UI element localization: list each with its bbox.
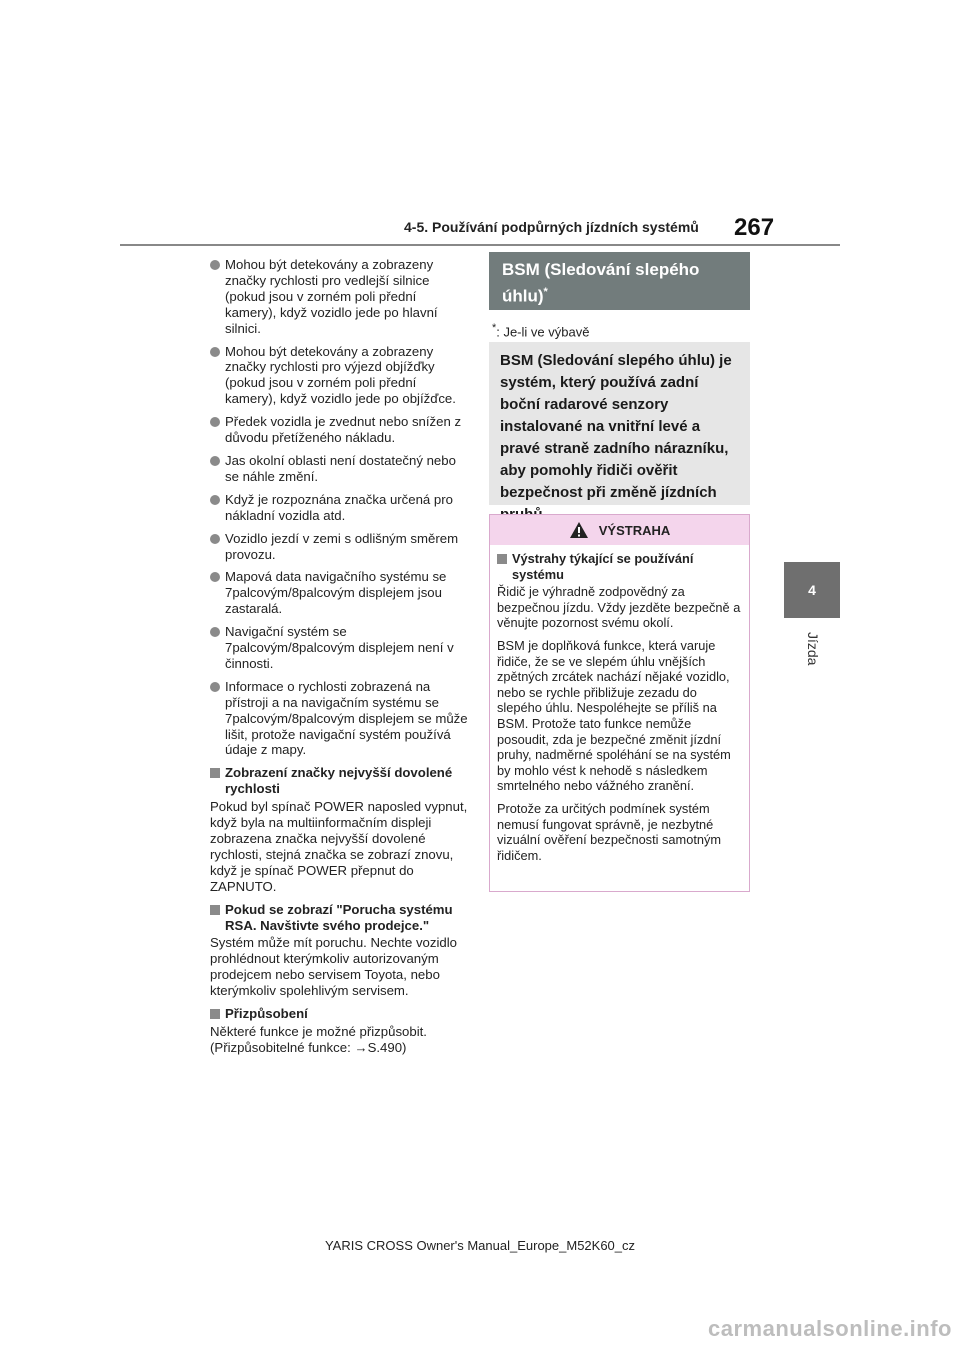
bsm-title: BSM (Sledování slepého úhlu) bbox=[502, 260, 700, 306]
warning-box bbox=[489, 514, 750, 892]
section-paragraph: Systém může mít poruchu. Nechte vozidlo prohlédnout kterýmkoliv autorizovaným prodejcem nebo servisem Toyota, nebo kterýmkoliv spolehlivým servisem. bbox=[210, 935, 458, 999]
list-item bbox=[210, 492, 468, 524]
warning-heading bbox=[497, 551, 741, 582]
circle-bullet-icon bbox=[210, 495, 220, 505]
section-heading-speed-sign bbox=[210, 765, 468, 797]
list-item-text: Když je rozpoznána značka určená pro nákladní vozidla atd. bbox=[225, 491, 453, 523]
list-item-text: Navigační systém se 7palcovým/8palcovým displejem není v činnosti. bbox=[225, 624, 454, 671]
page-footer: YARIS CROSS Owner's Manual_Europe_M52K60_cz bbox=[324, 1238, 636, 1253]
list-item-text: Mapová data navigačního systému se 7palcovým/8palcovým displejem jsou zastaralá. bbox=[225, 569, 447, 617]
chapter-number: 4 bbox=[808, 582, 816, 598]
list-item bbox=[210, 344, 468, 408]
square-bullet-icon bbox=[497, 554, 507, 564]
square-bullet-icon bbox=[210, 1009, 220, 1019]
circle-bullet-icon bbox=[210, 682, 220, 692]
list-item-text: Mohou být detekovány a zobrazeny značky rychlosti pro výjezd objížďky (pokud jsou v zorném poli přední kamery), když vozidlo jede po objížďce. bbox=[225, 343, 456, 407]
list-item-text: Jas okolní oblasti není dostatečný nebo se náhle změní. bbox=[225, 452, 456, 484]
section-heading-rsa-fault bbox=[210, 902, 468, 934]
footnote bbox=[492, 322, 589, 339]
bsm-intro-box bbox=[489, 342, 750, 505]
list-item-text: Informace o rychlosti zobrazená na přístroji a na navigačním systému se 7palcovým/8palcovým displejem se může lišit, protože navigační systém používá údaje z mapy. bbox=[225, 678, 468, 758]
circle-bullet-icon bbox=[210, 260, 220, 270]
list-item bbox=[210, 453, 468, 485]
circle-bullet-icon bbox=[210, 417, 220, 427]
list-item-text: Předek vozidla je zvednut nebo snížen z důvodu přetíženého nákladu. bbox=[225, 414, 462, 446]
section-paragraph: Některé funkce je možné přizpůsobit. (Přizpůsobitelné funkce: →S.490) bbox=[210, 1023, 427, 1055]
section-heading-text: Přizpůsobení bbox=[225, 1006, 308, 1022]
chapter-tab[interactable] bbox=[784, 562, 840, 618]
watermark: carmanualsonline.info bbox=[708, 1316, 952, 1341]
warning-label: VÝSTRAHA bbox=[598, 522, 671, 538]
warning-paragraph: Protože za určitých podmínek systém nemusí fungovat správně, je nezbytné vizuální ověření bezpečnosti samotným řidičem. bbox=[497, 800, 722, 863]
circle-bullet-icon bbox=[210, 627, 220, 637]
left-column bbox=[210, 257, 468, 1063]
bsm-title-box bbox=[489, 252, 750, 310]
footnote-asterisk: * bbox=[492, 322, 497, 334]
list-item bbox=[210, 569, 468, 617]
header-divider bbox=[120, 244, 840, 246]
list-item bbox=[210, 257, 468, 337]
square-bullet-icon bbox=[210, 905, 220, 915]
page-number: 267 bbox=[734, 214, 775, 241]
warning-paragraph: Řidič je výhradně zodpovědný za bezpečnou jízdu. Vždy jezděte bezpečně a věnujte pozornost svému okolí. bbox=[497, 584, 741, 631]
list-item bbox=[210, 679, 468, 759]
list-item bbox=[210, 624, 468, 672]
circle-bullet-icon bbox=[210, 534, 220, 544]
chapter-label: Jízda bbox=[805, 632, 821, 666]
section-paragraph: Pokud byl spínač POWER naposled vypnut, když byla na multiinformačním displeji zobrazena značka nejvyšší dovolené rychlosti, stejná značka se zobrazí znovu, když je spínač POWER přepnut do ZAPNUTO. bbox=[210, 799, 468, 894]
warning-header bbox=[490, 515, 749, 545]
list-item-text: Vozidlo jezdí v zemi s odlišným směrem provozu. bbox=[225, 530, 459, 562]
section-header-title: 4-5. Používání podpůrných jízdních systémů bbox=[404, 219, 699, 235]
warning-body bbox=[490, 545, 749, 863]
bsm-intro-text: BSM (Sledování slepého úhlu) je systém, který používá zadní boční radarové senzory instalované na vnitřní levé a pravé straně zadního nárazníku, aby pomohly řidiči ověřit bezpečnost při změně jízdních bbox=[500, 352, 732, 501]
warning-paragraph: BSM je doplňková funkce, která varuje řidiče, že se ve slepém úhlu vnějších zpětných zrcátek nachází nějaké vozidlo, nebo se rychle přibližuje zezadu do slepého úhlu. Nespoléhejte se příliš na BSM. Protože tato funkce nemůže posoudit, zda je bezpečné změnit jízdní pruhy, nadměrné spoléhání se na systém by mohlo vést k nehodě s následkem smrtelného nebo vážného zranění. bbox=[497, 637, 731, 794]
section-heading-customization bbox=[210, 1006, 468, 1022]
list-item bbox=[210, 531, 468, 563]
section-heading-text: Zobrazení značky nejvyšší dovolené rychlosti bbox=[225, 765, 453, 797]
circle-bullet-icon bbox=[210, 456, 220, 466]
circle-bullet-icon bbox=[210, 347, 220, 357]
footnote-marker: * bbox=[543, 286, 548, 298]
warning-triangle-icon bbox=[569, 521, 589, 539]
circle-bullet-icon bbox=[210, 572, 220, 582]
list-item-text: Mohou být detekovány a zobrazeny značky rychlosti pro vedlejší silnice (pokud jsou v zorném poli přední kamery), když vozidlo jede po hlavní silnici. bbox=[225, 257, 438, 336]
footnote-text: : Je-li ve výbavě bbox=[496, 324, 590, 340]
warning-heading-text: Výstrahy týkající se používání systému bbox=[512, 551, 694, 582]
square-bullet-icon bbox=[210, 768, 220, 778]
list-item bbox=[210, 414, 468, 446]
section-heading-text: Pokud se zobrazí "Porucha systému RSA. Navštivte svého prodejce." bbox=[225, 901, 453, 933]
